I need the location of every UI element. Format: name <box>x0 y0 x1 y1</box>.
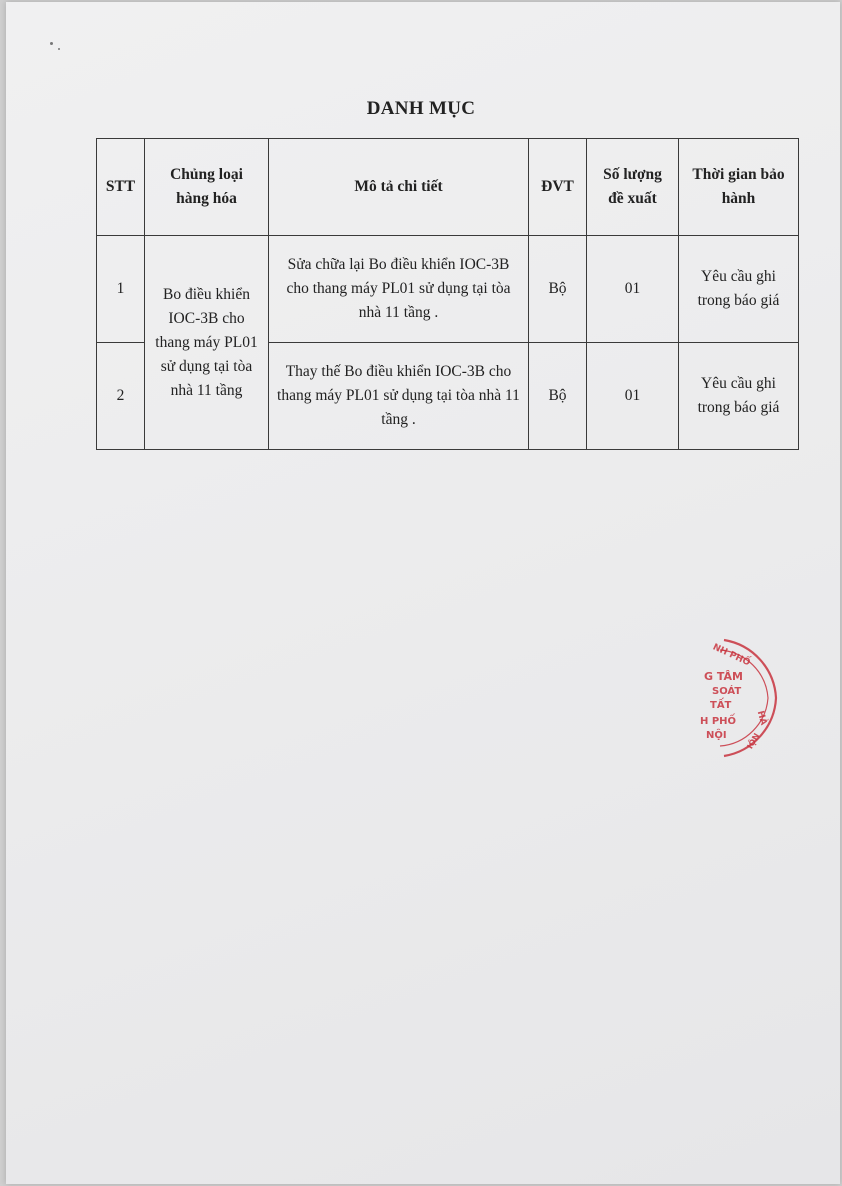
official-seal-stamp <box>684 632 780 764</box>
header-warranty: Thời gian bảo hành <box>679 139 799 236</box>
svg-text:TẤT: TẤT <box>710 700 732 711</box>
table-header-row <box>97 139 799 236</box>
header-stt: STT <box>97 139 145 236</box>
svg-text:SOÁT: SOÁT <box>712 686 742 697</box>
svg-text:NỘI: NỘI <box>706 730 727 741</box>
cell-warranty: Yêu cầu ghi trong báo giá <box>679 236 799 343</box>
speck <box>50 42 53 45</box>
header-item-type: Chủng loại hàng hóa <box>145 139 269 236</box>
header-description: Mô tả chi tiết <box>269 139 529 236</box>
bleed-through-text <box>186 472 190 489</box>
svg-text:NH PHỐ: NH PHỐ <box>711 642 752 669</box>
table-row <box>97 236 799 343</box>
svg-text:G TÂM: G TÂM <box>704 670 743 683</box>
cell-stt: 2 <box>97 343 145 450</box>
cell-warranty: Yêu cầu ghi trong báo giá <box>679 343 799 450</box>
header-unit: ĐVT <box>529 139 587 236</box>
cell-stt: 1 <box>97 236 145 343</box>
cell-unit: Bộ <box>529 343 587 450</box>
cell-description: Thay thế Bo điều khiển IOC-3B cho thang máy PL01 sử dụng tại tòa nhà 11 tầng . <box>269 343 529 450</box>
document-title: DANH MỤC <box>366 98 476 119</box>
header-quantity: Số lượng đề xuất <box>587 139 679 236</box>
svg-text:IỘN: IỘN <box>745 731 762 751</box>
svg-text:HÀ: HÀ <box>754 709 769 727</box>
catalog-table <box>96 138 799 450</box>
cell-quantity: 01 <box>587 343 679 450</box>
cell-item-type: Bo điều khiển IOC-3B cho thang máy PL01 sử dụng tại tòa nhà 11 tầng <box>145 236 269 450</box>
speck <box>58 48 60 50</box>
cell-unit: Bộ <box>529 236 587 343</box>
svg-text:H PHỐ: H PHỐ <box>700 716 737 727</box>
cell-quantity: 01 <box>587 236 679 343</box>
cell-description: Sửa chữa lại Bo điều khiển IOC-3B cho thang máy PL01 sử dụng tại tòa nhà 11 tầng . <box>269 236 529 343</box>
